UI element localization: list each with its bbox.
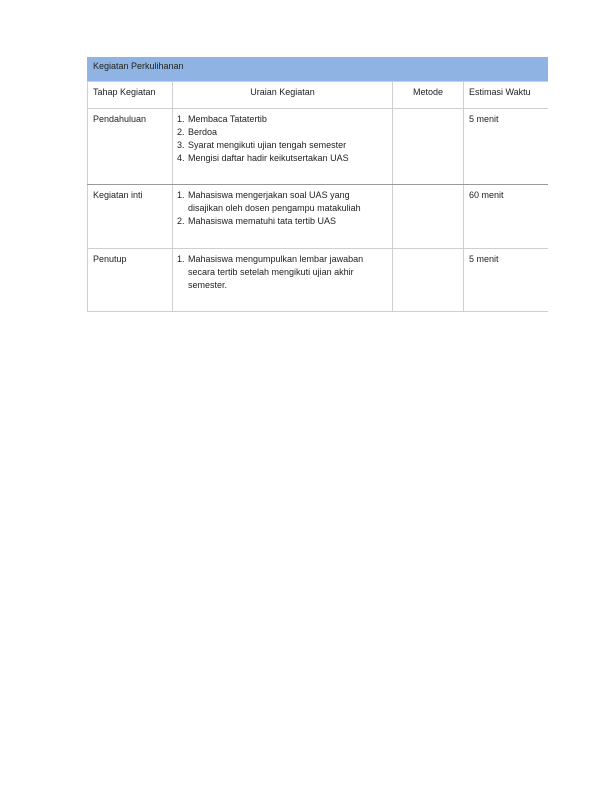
description-cell	[173, 109, 393, 185]
list-item: 3. Syarat mengikuti ujian tengah semester	[187, 139, 386, 152]
stage-cell: Penutup	[88, 249, 173, 312]
method-cell	[393, 109, 464, 185]
list-item: 1. Membaca Tatatertib	[187, 113, 386, 126]
list-item: 1. Mahasiswa mengumpulkan lembar jawaban secara tertib setelah mengikuti ujian akhir semester.	[187, 253, 386, 292]
header-time: Estimasi Waktu	[464, 82, 548, 109]
method-cell	[393, 249, 464, 312]
stage-cell: Pendahuluan	[88, 109, 173, 185]
table-title-row	[88, 57, 548, 82]
table-title: Kegiatan Perkulihanan	[88, 57, 548, 82]
time-cell: 60 menit	[464, 185, 548, 249]
time-cell: 5 menit	[464, 249, 548, 312]
table-row	[88, 109, 548, 185]
list-item: 4. Mengisi daftar hadir keikutsertakan UAS	[187, 152, 386, 165]
list-item: 2. Mahasiswa mematuhi tata tertib UAS	[187, 215, 386, 228]
stage-cell: Kegiatan inti	[88, 185, 173, 249]
activity-list	[173, 253, 392, 292]
header-row	[88, 82, 548, 109]
description-cell	[173, 249, 393, 312]
time-cell: 5 menit	[464, 109, 548, 185]
table-row	[88, 185, 548, 249]
table-row	[88, 249, 548, 312]
header-method: Metode	[393, 82, 464, 109]
list-item: 2. Berdoa	[187, 126, 386, 139]
header-stage: Tahap Kegiatan	[88, 82, 173, 109]
activity-table	[87, 57, 548, 312]
header-description: Uraian Kegiatan	[173, 82, 393, 109]
activity-list	[173, 189, 392, 228]
description-cell	[173, 185, 393, 249]
list-item: 1. Mahasiswa mengerjakan soal UAS yang disajikan oleh dosen pengampu matakuliah	[187, 189, 386, 215]
activity-list	[173, 113, 392, 165]
method-cell	[393, 185, 464, 249]
